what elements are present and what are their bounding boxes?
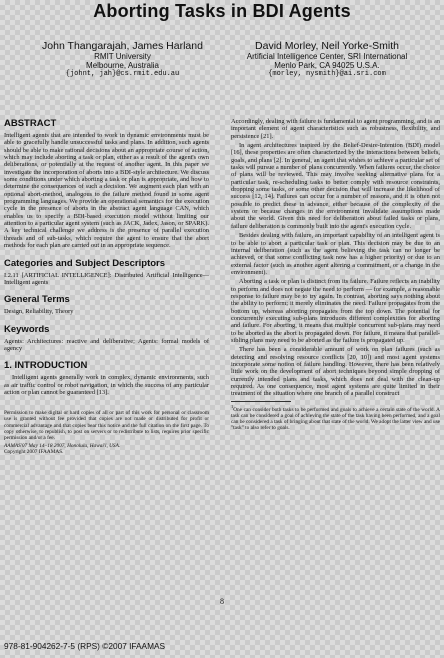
general-terms-heading: General Terms [4, 294, 70, 306]
introduction-text: Intelligent agents generally work in complex, dynamic environments, such as air traffic control or robot navigation, in which the success of any particular action or plan cannot be guaranteed [13]. [4, 374, 209, 396]
author-city: Melbourne, Australia [86, 61, 159, 70]
introduction-heading: 1. INTRODUCTION [4, 360, 88, 372]
author-names: David Morley, Neil Yorke-Smith [255, 40, 399, 52]
keywords-text: Agents: Architectures: reactive and deliberative; Agents: formal models of agency [4, 337, 209, 352]
author-affiliation: Artificial Intelligence Center, SRI International [246, 52, 408, 61]
paragraph: Accordingly, dealing with failure is fundamental to agent programming, and is an important element of agent characteristics such as robustness, flexibility, and persistence [21]. [231, 118, 440, 140]
venue-text: AAMAS'07 May 14–18 2007, Honolulu, Hawai'i, USA. [4, 443, 121, 450]
paragraph: Aborting a task or plan is distinct from its failure. Failure reflects an inability to perform and does not negate the need to perform — for example, a reasonable response to failure may be to try again. In contrast, aborting says nothing about the ability to perform; it merely eliminates the need. Failure propagates from the bottom up, whereas aborting propagates from the top down. The potential for concurrently executing sub-plans introduces different complexities for aborting and failure. For aborting, it means that multiple concurrent sub-plans may need to be aborted as the abort is propagated down. For failure, it means that parallel-sibling plans may need to be aborted as the failure is propagated up. [231, 278, 440, 344]
author-affiliation: RMIT University [94, 52, 151, 61]
left-column [4, 118, 209, 456]
keywords-heading: Keywords [4, 323, 50, 335]
footnote [231, 404, 440, 432]
author-email: {morley, nysmith}@ai.sri.com [268, 70, 386, 78]
author-block-2 [232, 40, 422, 79]
page-number: 8 [220, 597, 224, 606]
author-names: John Thangarajah, James Harland [42, 40, 203, 52]
right-column [231, 118, 440, 433]
abstract-text: Intelligent agents that are intended to work in dynamic environments must be able to gracefully handle unsuccessful tasks and plans. In addition, such agents should be able to make rational decisions about an appropriate course of action, which may include aborting a task or plan, either as a result of the agent's own deliberations, or potentially at the request of another agent. In this paper we investigate the incorporation of aborts into a BDI-style architecture. We discuss some conditions under which aborting a task or plan is appropriate, and how to determine the consequences of such a decision. We augment each plan with an optional abort-method, analogous to the failure method found in some agent programming languages. We provide an operational semantics for the execution cycle in the presence of aborts in the abstract agent language CAN, which enables us to specify a BDI-based execution model without limiting our attention to a particular agent system (such as JACK, Jadex, Jason, or SPARK). A key technical challenge we address is the presence of parallel execution threads and of sub-tasks, which require the agent to ensure that the abort methods for each plan are carried out in an appropriate sequence. [4, 132, 209, 250]
author-city: Menlo Park, CA 94025 U.S.A. [274, 61, 380, 70]
paper-title: Aborting Tasks in BDI Agents [93, 1, 351, 21]
permission-text: Permission to make digital or hard copies of all or part of this work for personal or classroom use is granted without fee provided that copies are not made or distributed for profit or commercial advantage and that copies bear this notice and the full citation on the first page. To copy otherwise, to republish, to post on servers or to redistribute to lists, requires prior specific permission and/or a fee. [4, 410, 209, 442]
author-block-1 [40, 40, 205, 79]
footnote-mark: 1 [231, 403, 234, 409]
copyright-text: Copyright 2007 IFAAMAS. [4, 449, 64, 456]
permission-notice [4, 410, 209, 455]
categories-heading: Categories and Subject Descriptors [4, 257, 166, 269]
paragraph: Besides dealing with failure, an important capability of an intelligent agent is to be able to abort a particular task or plan. This decision may be due to an internal deliberation (such as the agent believing the task can no longer be achieved, or that some conflicting task now has a higher priority) or due to an external factor (such as another agent altering a commitment, or a change in the environment). [231, 232, 440, 276]
categories-text: I.2.11 [ARTIFICIAL INTELLIGENCE]: Distributed Artificial Intelligence—Intelligent agents [4, 271, 209, 286]
paragraph: There has been a considerable amount of work on plan failures (such as detecting and resolving resource conflicts [20, 10]) and most agent systems incorporate some notion of failure handling. However, there has been relatively little work on the development of abort techniques beyond simple dropping of currently intended plans and tasks, which does not deal with the clean-up required. As one consequence, most agent systems are quite limited in their treatment of the situation where one branch of a parallel construct [231, 346, 440, 398]
footnote-text: One can consider both tasks to be performed and goals to achieve a certain state of the world. A task can be considered a goal of achieving the state of the task having been performed, and a goal can be considered a task of bringing about that state of the world. We adopt the latter view and use "task" to also refer to goals. [231, 406, 440, 432]
paragraph: In agent architectures inspired by the Belief-Desire-Intention (BDI) model [16], these properties are often characterized by the interactions between beliefs, goals, and plans [2]. In general, an agent that wishes to achieve a particular set of tasks will pursue a number of plans concurrently. When failures occur, the choice of plans will be reviewed. This may involve seeking alternative plans for a particular task, re-scheduling tasks to better comply with resource constraints, dropping some tasks, or some other decision that will increase the likelihood of success [12, 14]. Failures can occur for a number of reasons, and it is often not possible to predict these in advance, either because of the complexity of the system or because changes in the environment invalidate assumptions made about the world. Given this need for deliberation about failed tasks or plans, failure deliberation is commonly built into the agent's execution cycle. [231, 142, 440, 230]
abstract-heading: ABSTRACT [4, 118, 57, 129]
isbn-line: 978-81-904262-7-5 (RPS) ©2007 IFAAMAS [4, 641, 166, 651]
author-email: {johnt, jah}@cs.rmit.edu.au [65, 70, 180, 78]
general-terms-text: Design, Reliability, Theory [4, 308, 74, 316]
footnote-rule [231, 401, 291, 402]
